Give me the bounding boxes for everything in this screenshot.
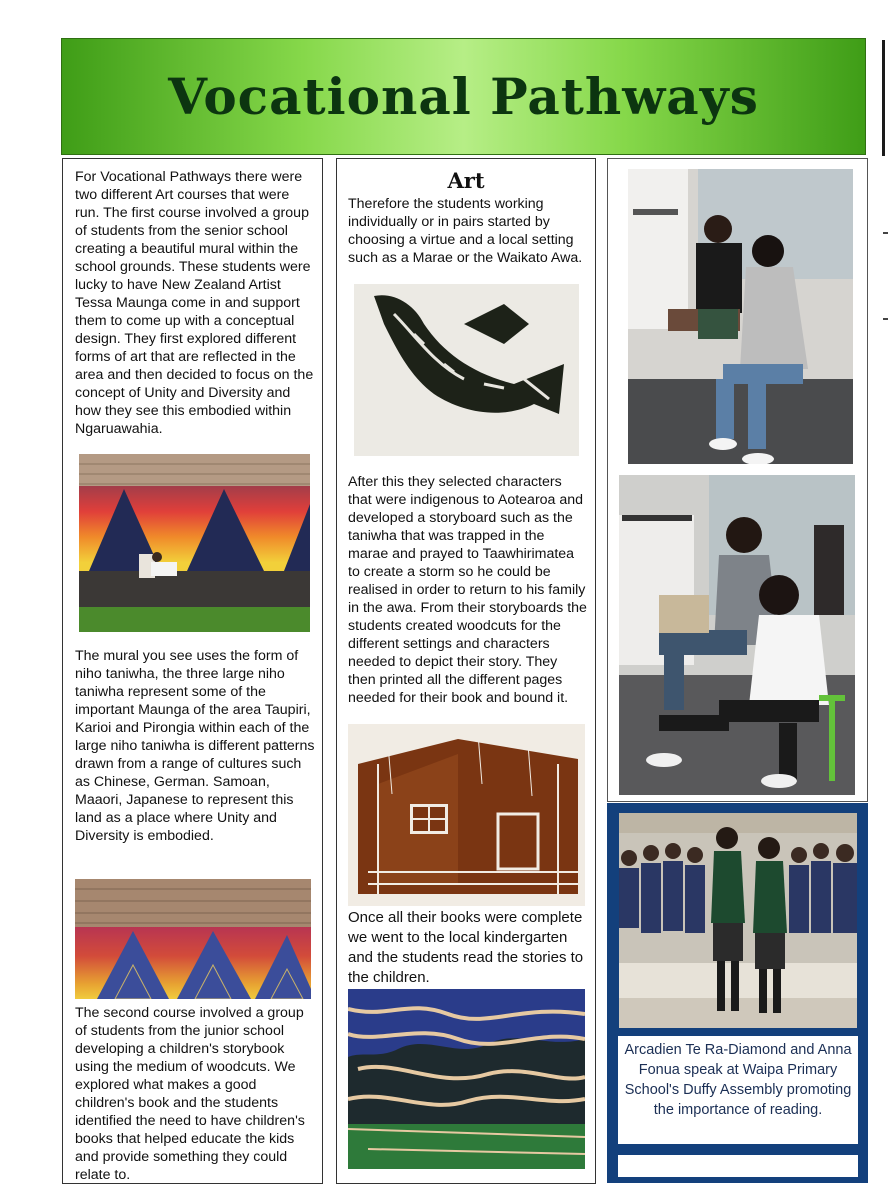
taniwha-woodcut	[354, 284, 579, 456]
students-reading-photo-2	[619, 475, 855, 795]
page-title: Vocational Pathways	[168, 67, 759, 126]
assembly-panel	[607, 803, 868, 1183]
art-intro: Therefore the students working individually or in pairs started by choosing a virtue and a local setting such as a Marae or the Waikato Awa.	[348, 196, 583, 266]
whare-woodcut	[348, 724, 585, 906]
photos-frame	[607, 158, 868, 802]
assembly-caption: Arcadien Te Ra-Diamond and Anna Fonua speak at Waipa Primary School's Duffy Assembly promoting the importance of reading.	[618, 1036, 858, 1144]
blank-caption-strip	[618, 1155, 858, 1177]
edge-tick	[883, 232, 888, 234]
title-banner	[61, 38, 866, 155]
kindergarten-paragraph: Once all their books were complete we went to the local kindergarten and the students read the stories to the children.	[348, 909, 584, 986]
students-reading-photo-1	[628, 169, 853, 464]
intro-paragraph: For Vocational Pathways there were two different Art courses that were run. The first course involved a group of students from the senior school creating a beautiful mural within the school grounds. These students were lucky to have New Zealand Artist Tessa Maunga come in and support them to come up with a conceptual design. They first explored different forms of art that are reflected in the area and then decided to focus on the concept of Unity and Diversity and how they see this embodied within Ngaruawahia.	[75, 169, 314, 437]
art-heading: Art	[447, 168, 485, 193]
storyboard-paragraph: After this they selected characters that were indigenous to Aotearoa and developed a storyboard such as the taniwha that was trapped in the marae and prayed to Taawhirimatea to create a storm so he could be realised in order to return to his family in the awa. From their storyboards the students created woodcuts for the different settings and characters needed to depict their story. They then printed all the different pages needed for their book and bound it.	[348, 474, 587, 706]
mural-photo-2	[75, 879, 311, 999]
landscape-woodcut	[348, 989, 585, 1169]
assembly-photo	[619, 813, 857, 1028]
storybook-paragraph: The second course involved a group of students from the junior school developing a children's storybook using the medium of woodcuts. We explored what makes a good children's book and the students identified the need to have children's books that helped educate the kids and provide something they could relate to.	[75, 1005, 305, 1183]
edge-divider	[882, 40, 885, 156]
column-mural	[62, 158, 323, 1184]
mural-photo-1	[79, 454, 310, 632]
mural-description: The mural you see uses the form of niho taniwha, the three large niho taniwha represent some of the important Maunga of the area Taupiri, Karioi and Pirongia within each of the large niho taniwha is different patterns drawn from a range of cultures such as Chinese, German. Samoan, Maaori, Japanese to represent this land as a place where Unity and Diversity is embodied.	[75, 648, 315, 844]
edge-tick	[883, 318, 888, 320]
column-art	[336, 158, 596, 1184]
